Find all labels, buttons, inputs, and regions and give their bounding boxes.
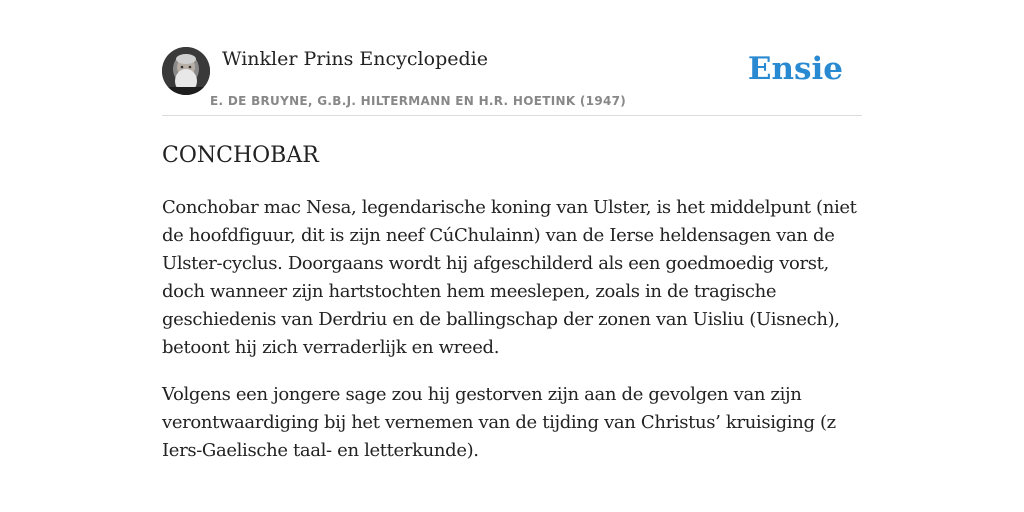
page-container	[162, 0, 862, 465]
authors-byline: E. DE BRUYNE, G.B.J. HILTERMANN EN H.R. HOETINK (1947)	[210, 94, 627, 108]
site-title[interactable]: Winkler Prins Encyclopedie	[222, 48, 488, 70]
entry-paragraph: Conchobar mac Nesa, legendarische koning van Ulster, is het middelpunt (niet de hoofdfiguur, dit is zijn neef CúChulainn) van de Ierse heldensagen van de Ulster-cyclus. Doorgaans wordt hij afgeschilderd als een goedmoedig vorst, doch wanneer zijn hartstochten hem meeslepen, zoals in de tragische geschiedenis van Derdriu en de ballingschap der zonen van Uisliu (Uisnech), betoont hij zich verraderlijk en wreed.	[162, 197, 857, 358]
entry-headword: CONCHOBAR	[162, 143, 319, 168]
page-header	[162, 0, 862, 116]
portrait-icon	[162, 47, 210, 95]
author-portrait-avatar[interactable]	[162, 47, 210, 95]
entry-paragraph: Volgens een jongere sage zou hij gestorven zijn aan de gevolgen van zijn verontwaardiging bij het vernemen van de tijding van Christus’ kruisiging (z Iers-Gaelische taal- en letterkunde).	[162, 384, 836, 461]
ensie-logo-link[interactable]: Ensie	[747, 51, 843, 87]
